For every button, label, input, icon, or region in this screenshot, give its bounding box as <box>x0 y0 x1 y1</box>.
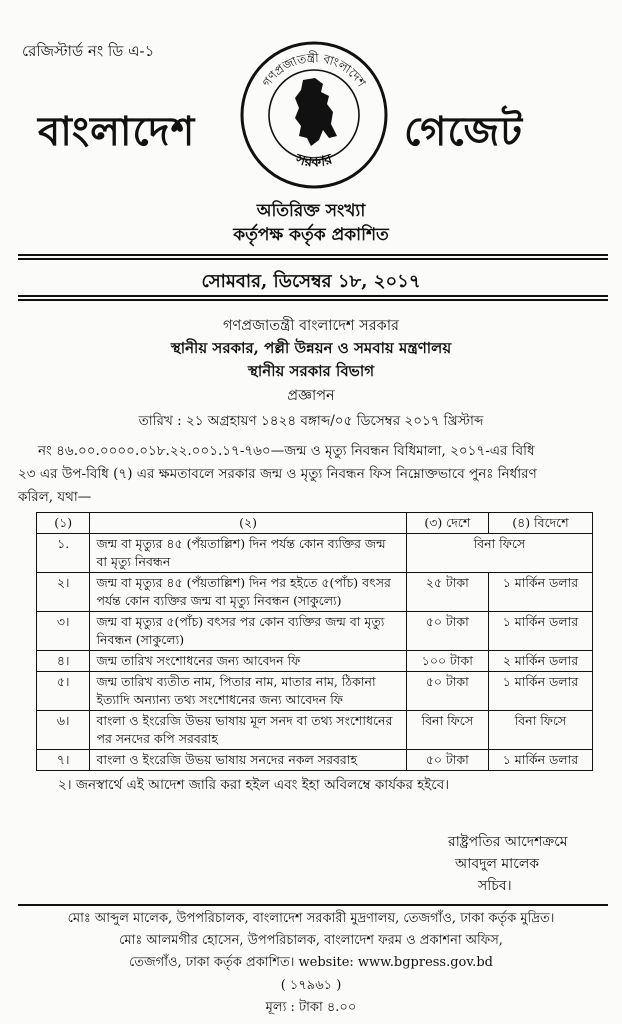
government-name: গণপ্রজাতন্ত্রী বাংলাদেশ সরকার <box>222 318 399 334</box>
header-abroad: (৪) বিদেশে <box>488 513 592 534</box>
table-row <box>37 612 593 651</box>
row-fee-domestic: ৫০ টাকা <box>406 612 488 651</box>
row-serial: ৫। <box>37 672 90 711</box>
footer-printed-by: মোঃ আব্দুল মালেক, উপপরিচালক, বাংলাদেশ সরকারী মুদ্রণালয়, তেজগাঁও, ঢাকা কর্তৃক মুদ্রিত। <box>67 911 555 926</box>
table-row <box>37 651 593 672</box>
signatory-title: সচিব। <box>478 878 512 894</box>
by-order-of-president: রাষ্ট্রপতির আদেশক্রমে <box>448 834 568 850</box>
extra-issue-label: অতিরিক্ত সংখ্যা <box>256 201 366 221</box>
issue-date: সোমবার, ডিসেম্বর ১৮, ২০১৭ <box>201 271 421 292</box>
row-fee-domestic: ৫০ টাকা <box>406 672 488 711</box>
row-fee-abroad: ১ মার্কিন ডলার <box>488 672 592 711</box>
header-divider-top <box>18 254 608 256</box>
notice-body-line-3: করিল, যথা— <box>18 489 92 505</box>
row-fee-abroad: বিনা ফিসে <box>488 711 592 750</box>
table-row <box>37 750 593 771</box>
row-fee-domestic: বিনা ফিসে <box>406 711 488 750</box>
ministry-name: স্থানীয় সরকার, পল্লী উন্নয়ন ও সমবায় মন্ত্রণালয় <box>170 339 452 357</box>
published-by-authority: কর্তৃপক্ষ কর্তৃক প্রকাশিত <box>233 225 389 245</box>
row-serial: ২। <box>37 573 90 612</box>
notice-body-line-1: নং ৪৬.০০.০০০০.০১৮.২২.০০১.১৭-৭৬০—জন্ম ও মৃত্যু নিবন্ধন বিধিমালা, ২০১৭-এর বিধি <box>38 443 535 459</box>
fee-table-header-row <box>37 513 593 534</box>
division-name: স্থানীয় সরকার বিভাগ <box>247 362 375 380</box>
row-serial: ১. <box>37 534 90 573</box>
row-serial: ৪। <box>37 651 90 672</box>
notice-heading: প্রজ্ঞাপন <box>287 388 335 404</box>
footer-divider <box>18 904 608 906</box>
row-fee-domestic: ৫০ টাকা <box>406 750 488 771</box>
table-row <box>37 672 593 711</box>
row-fee-domestic: ২৫ টাকা <box>406 573 488 612</box>
row-fee-abroad: ১ মার্কিন ডলার <box>488 750 592 771</box>
gazette-title-right: গেজেট <box>404 108 524 155</box>
row-serial: ৬। <box>37 711 90 750</box>
government-seal-icon <box>237 38 391 192</box>
notice-date: তারিখ : ২১ অগ্রহায়ণ ১৪২৪ বঙ্গাব্দ/০৫ ডিসেম্বর ২০১৭ খ্রিস্টাব্দ <box>138 413 484 429</box>
effect-note: ২। জনস্বার্থে এই আদেশ জারি করা হইল এবং ইহা অবিলম্বে কার্যকর হইবে। <box>58 777 450 793</box>
gazette-number: ( ১৭৯৬১ ) <box>280 978 342 993</box>
header-serial: (১) <box>37 513 90 534</box>
svg-text:সরকার <box>293 151 335 171</box>
registration-number: রেজিস্টার্ড নং ডি এ-১ <box>22 42 155 60</box>
table-row <box>37 534 593 573</box>
row-description: জন্ম তারিখ সংশোধনের জন্য আবেদন ফি <box>90 651 406 672</box>
seal-bottom-text: সরকার <box>293 151 335 171</box>
row-fee-abroad: ১ মার্কিন ডলার <box>488 612 592 651</box>
footer-published-by-1: মোঃ আলমগীর হোসেন, উপপরিচালক, বাংলাদেশ ফরম ও প্রকাশনা অফিস, <box>119 933 503 948</box>
fee-table <box>36 512 593 771</box>
header-domestic: (৩) দেশে <box>406 513 488 534</box>
header-description: (২) <box>90 513 406 534</box>
row-description: জন্ম বা মৃত্যুর ৪৫ (পঁয়তাল্লিশ) দিন পর হইতে ৫(পাঁচ) বৎসর পর্যন্ত কোন ব্যক্তির জন্ম বা মৃত্যু নিবন্ধন (সাকুল্যে) <box>90 573 406 612</box>
header-divider-top-2 <box>18 258 608 260</box>
signatory-name: আবদুল মালেক <box>455 856 540 872</box>
row-description: জন্ম বা মৃত্যুর ৪৫ (পঁয়তাল্লিশ) দিন পর্যন্ত কোন ব্যক্তির জন্ম বা মৃত্যু নিবন্ধন <box>90 534 406 573</box>
header-divider-bottom <box>18 295 608 297</box>
header-divider-bottom-2 <box>18 299 608 301</box>
row-description: বাংলা ও ইংরেজি উভয় ভাষায় সনদের নকল সরবরাহ <box>90 750 406 771</box>
gazette-price: মূল্য : টাকা ৪.০০ <box>265 1000 357 1015</box>
row-description: জন্ম বা মৃত্যুর ৫(পাঁচ) বৎসর পর কোন ব্যক্তির জন্ম বা মৃত্যু নিবন্ধন (সাকুল্যে) <box>90 612 406 651</box>
row-fee-merged: বিনা ফিসে <box>406 534 592 573</box>
footer-published-by-2: তেজগাঁও, ঢাকা কর্তৃক প্রকাশিত। website: www.bgpress.gov.bd <box>129 955 493 970</box>
row-serial: ৭। <box>37 750 90 771</box>
gazette-title-left: বাংলাদেশ <box>38 108 196 155</box>
seal-top-text: গণপ্রজাতন্ত্রী বাংলাদেশ <box>259 50 369 90</box>
notice-body-line-2: ২৩ এর উপ-বিধি (৭) এর ক্ষমতাবলে সরকার জন্ম ও মৃত্যু নিবন্ধন ফিস নিম্নোক্তভাবে পুনঃ নির্ধারণ <box>18 466 537 482</box>
row-description: জন্ম তারিখ ব্যতীত নাম, পিতার নাম, মাতার নাম, ঠিকানা ইত্যাদি অন্যান্য তথ্য সংশোধনের জন্য আবেদন ফি <box>90 672 406 711</box>
table-row <box>37 573 593 612</box>
row-fee-abroad: ২ মার্কিন ডলার <box>488 651 592 672</box>
row-fee-domestic: ১০০ টাকা <box>406 651 488 672</box>
table-row <box>37 711 593 750</box>
row-fee-abroad: ১ মার্কিন ডলার <box>488 573 592 612</box>
row-description: বাংলা ও ইংরেজি উভয় ভাষায় মূল সনদ বা তথ্য সংশোধনের পর সনদের কপি সরবরাহ <box>90 711 406 750</box>
row-serial: ৩। <box>37 612 90 651</box>
bangladesh-map-icon <box>295 78 337 146</box>
